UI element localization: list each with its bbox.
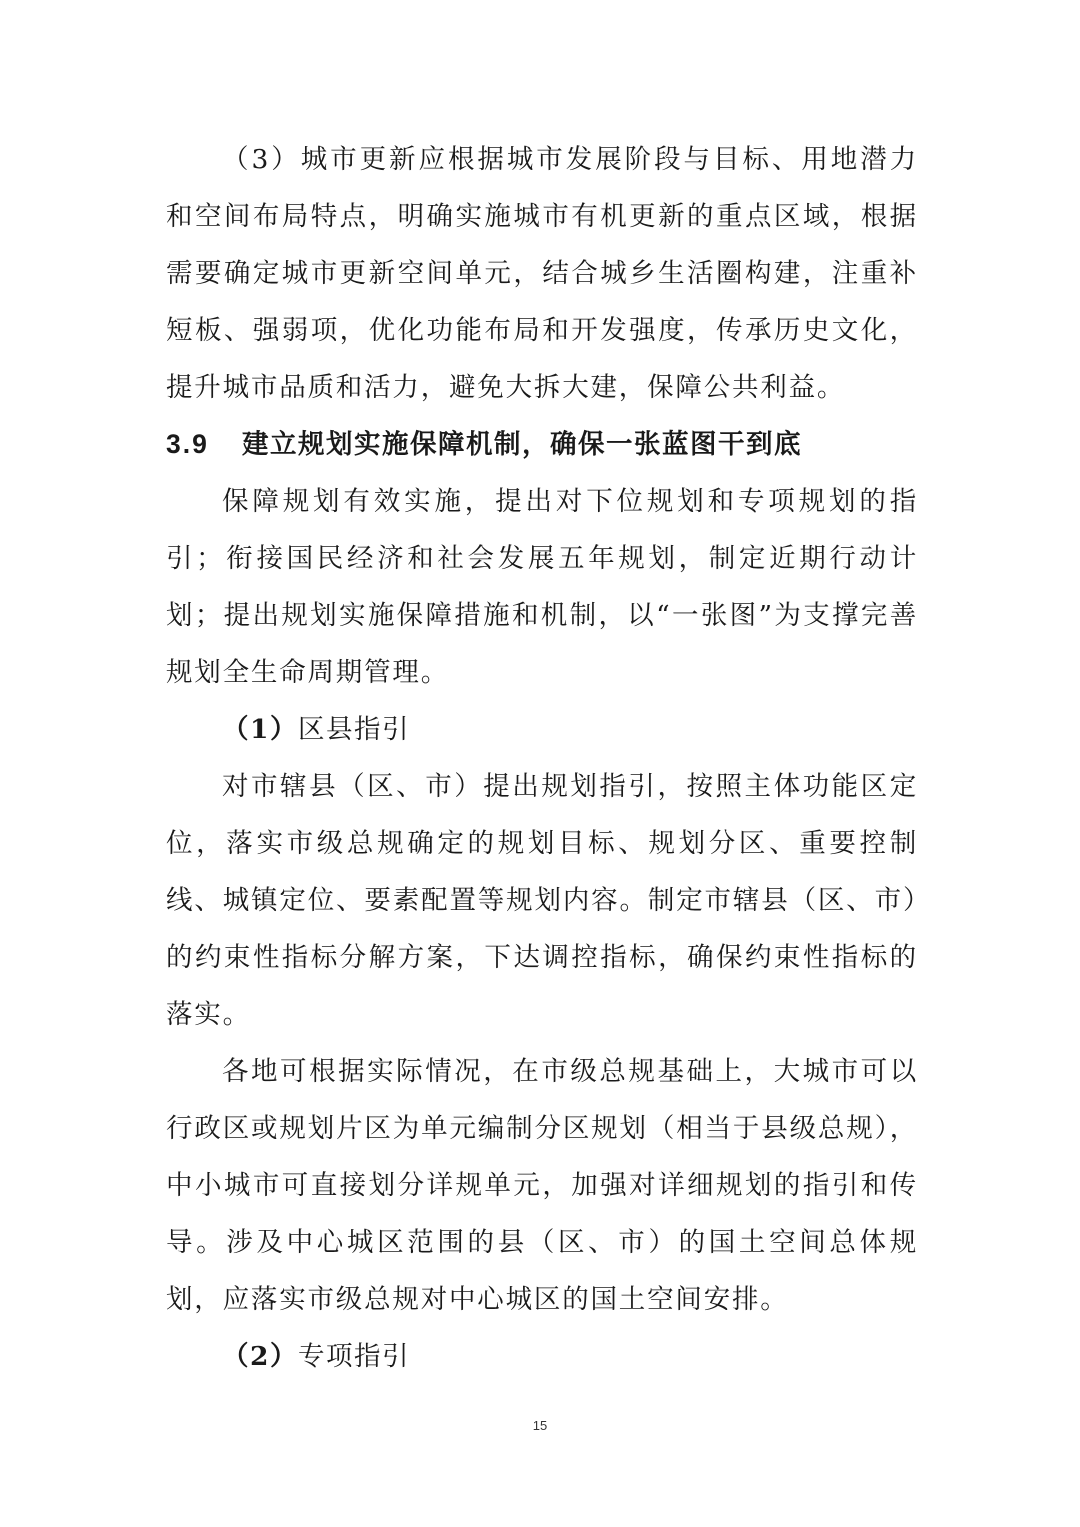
section-title: 建立规划实施保障机制，确保一张蓝图干到底 bbox=[242, 429, 802, 460]
subsection-number: （1） bbox=[222, 714, 298, 745]
section-number: 3.9 bbox=[166, 429, 209, 459]
paragraph-urban-renewal: （3）城市更新应根据城市发展阶段与目标、用地潜力和空间布局特点，明确实施城市有机更新的重点区域，根据需要确定城市更新空间单元，结合城乡生活圈构建，注重补短板、强弱项，优化功能布局和开发强度，传承历史文化，提升城市品质和活力，避免大拆大建，保障公共利益。 bbox=[166, 144, 918, 403]
paragraph-county-guidance: 对市辖县（区、市）提出规划指引，按照主体功能区定位，落实市级总规确定的规划目标、规划分区、重要控制线、城镇定位、要素配置等规划内容。制定市辖县（区、市）的约束性指标分解方案，下达调控指标，确保约束性指标的落实。 bbox=[166, 771, 918, 1030]
body-text bbox=[166, 131, 918, 1385]
page-number: 15 bbox=[532, 1418, 548, 1433]
paragraph-district-planning: 各地可根据实际情况，在市级总规基础上，大城市可以行政区或规划片区为单元编制分区规划（相当于县级总规），中小城市可直接划分详规单元，加强对详细规划的指引和传导。涉及中心城区范围的县（区、市）的国土空间总体规划，应落实市级总规对中心城区的国土空间安排。 bbox=[166, 1056, 918, 1315]
section-heading bbox=[166, 416, 918, 473]
paragraph-guarantee: 保障规划有效实施，提出对下位规划和专项规划的指引；衔接国民经济和社会发展五年规划，制定近期行动计划；提出规划实施保障措施和机制，以“一张图”为支撑完善规划全生命周期管理。 bbox=[166, 486, 918, 688]
subsection-title: 区县指引 bbox=[297, 714, 410, 745]
subsection-number: （2） bbox=[222, 1341, 298, 1372]
subsection-title: 专项指引 bbox=[297, 1341, 410, 1372]
subsection-heading-special bbox=[166, 1328, 918, 1385]
subsection-heading-county bbox=[166, 701, 918, 758]
